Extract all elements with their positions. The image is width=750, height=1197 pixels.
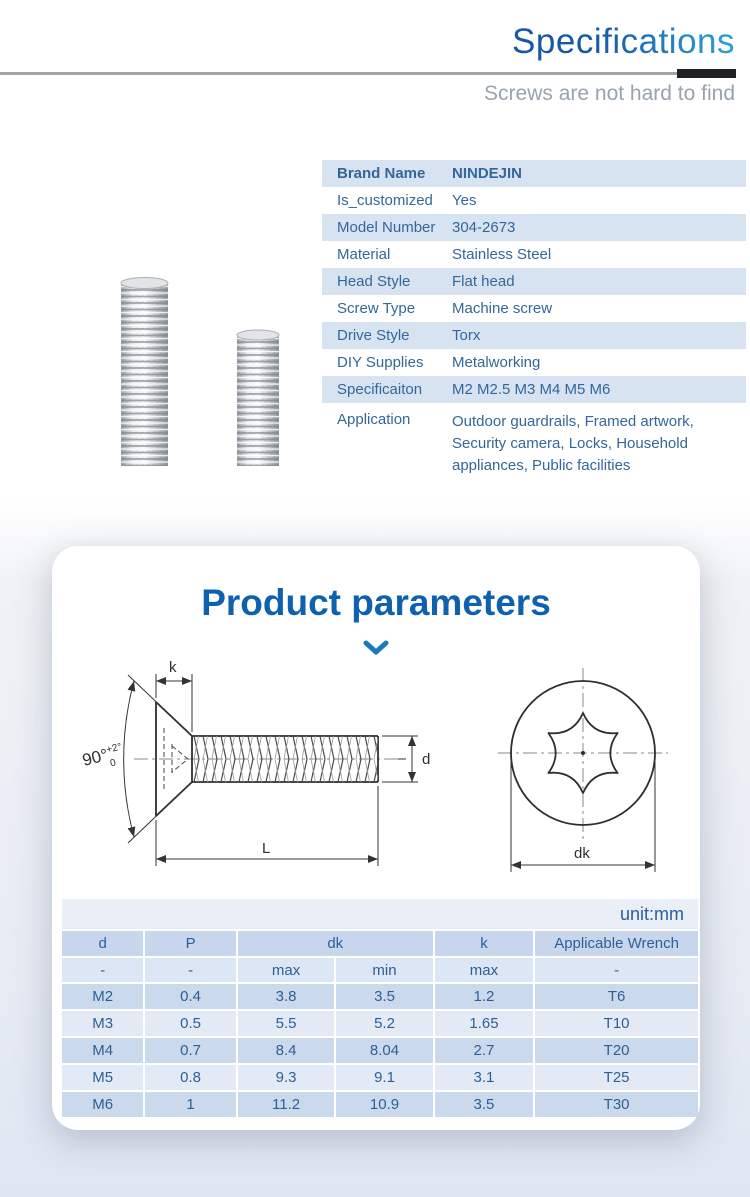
param-cell: 3.5 [435,1092,533,1117]
param-cell: d [62,931,143,956]
param-cell: Applicable Wrench [535,931,698,956]
spec-table [322,160,746,485]
spec-row [322,268,746,295]
unit-label: unit:mm [62,899,698,929]
spec-row [322,187,746,214]
product-photo [0,126,320,466]
param-cell: - [145,958,235,982]
param-cell: 11.2 [238,1092,334,1117]
param-cell: 9.1 [336,1065,432,1090]
param-cell: dk [238,931,433,956]
spec-label: DIY Supplies [337,354,424,371]
dim-label-dk: dk [574,845,590,862]
spec-label: Model Number [337,219,436,236]
param-cell: 3.1 [435,1065,533,1090]
spec-value: M2 M2.5 M3 M4 M5 M6 [452,380,611,398]
param-cell: 1.2 [435,984,533,1009]
param-cell: 2.7 [435,1038,533,1063]
param-cell: 0.7 [145,1038,235,1063]
param-cell: 10.9 [336,1092,432,1117]
spec-label: Application [337,411,411,428]
chevron-down-icon [363,640,389,655]
spec-row [322,322,746,349]
top-view-drawing [476,660,692,888]
param-cell: 9.3 [238,1065,334,1090]
param-cell: M6 [62,1092,143,1117]
param-cell: T25 [535,1065,698,1090]
spec-row [322,349,746,376]
param-cell: min [336,958,432,982]
param-cell: - [62,958,143,982]
product-parameters-card [52,546,700,1130]
param-cell: 0.8 [145,1065,235,1090]
param-cell: 1 [145,1092,235,1117]
spec-label: Head Style [337,273,411,290]
spec-value: Machine screw [452,299,553,317]
spec-value: 304-2673 [452,218,516,236]
screw-tall [83,278,207,467]
param-cell: max [238,958,334,982]
param-cell: max [435,958,533,982]
param-cell: 3.5 [336,984,432,1009]
screw-short [200,330,316,466]
param-cell: 3.8 [238,984,334,1009]
header-divider-accent [677,69,736,78]
spec-value: Metalworking [452,353,541,371]
param-cell: k [435,931,533,956]
param-cell: P [145,931,235,956]
param-cell: T30 [535,1092,698,1117]
page-title: Specifications [512,22,735,61]
param-cell: T20 [535,1038,698,1063]
spec-label: Specificaiton [337,381,423,398]
param-cell: 5.5 [238,1011,334,1036]
param-cell: 8.04 [336,1038,432,1063]
spec-row [322,295,746,322]
spec-label: Is_customized [337,192,433,209]
spec-value: NINDEJIN [452,164,523,182]
param-cell: T10 [535,1011,698,1036]
param-cell: 5.2 [336,1011,432,1036]
spec-value: Yes [452,191,477,209]
spec-row [322,241,746,268]
param-cell: 1.65 [435,1011,533,1036]
param-cell: T6 [535,984,698,1009]
dim-label-angle: 90°$^{+2^\circ}$0 [80,741,123,770]
side-view-drawing [76,658,442,890]
param-cell: M2 [62,984,143,1009]
dim-label-d: d [422,751,431,768]
spec-row [322,160,746,187]
spec-row [322,376,746,403]
spec-label: Brand Name [337,165,426,182]
spec-label: Drive Style [337,327,410,344]
param-cell: 0.4 [145,984,235,1009]
parameters-table [62,931,698,1117]
spec-value: Flat head [452,272,515,290]
spec-value: Stainless Steel [452,245,552,263]
product-parameters-title: Product parameters [201,582,551,623]
param-cell: M4 [62,1038,143,1063]
header-divider [0,72,736,75]
spec-row [322,403,746,485]
param-cell: M5 [62,1065,143,1090]
dim-label-L: L [262,840,271,857]
spec-label: Screw Type [337,300,416,317]
param-cell: 8.4 [238,1038,334,1063]
spec-row [322,214,746,241]
param-cell: M3 [62,1011,143,1036]
spec-value: Outdoor guardrails, Framed artwork, Security camera, Locks, Household appliances, Public facilities [452,413,694,474]
page-subtitle: Screws are not hard to find [484,82,735,105]
param-cell: 0.5 [145,1011,235,1036]
spec-label: Material [337,246,391,263]
spec-value: Torx [452,326,481,344]
dim-label-k: k [169,659,177,676]
param-cell: - [535,958,698,982]
